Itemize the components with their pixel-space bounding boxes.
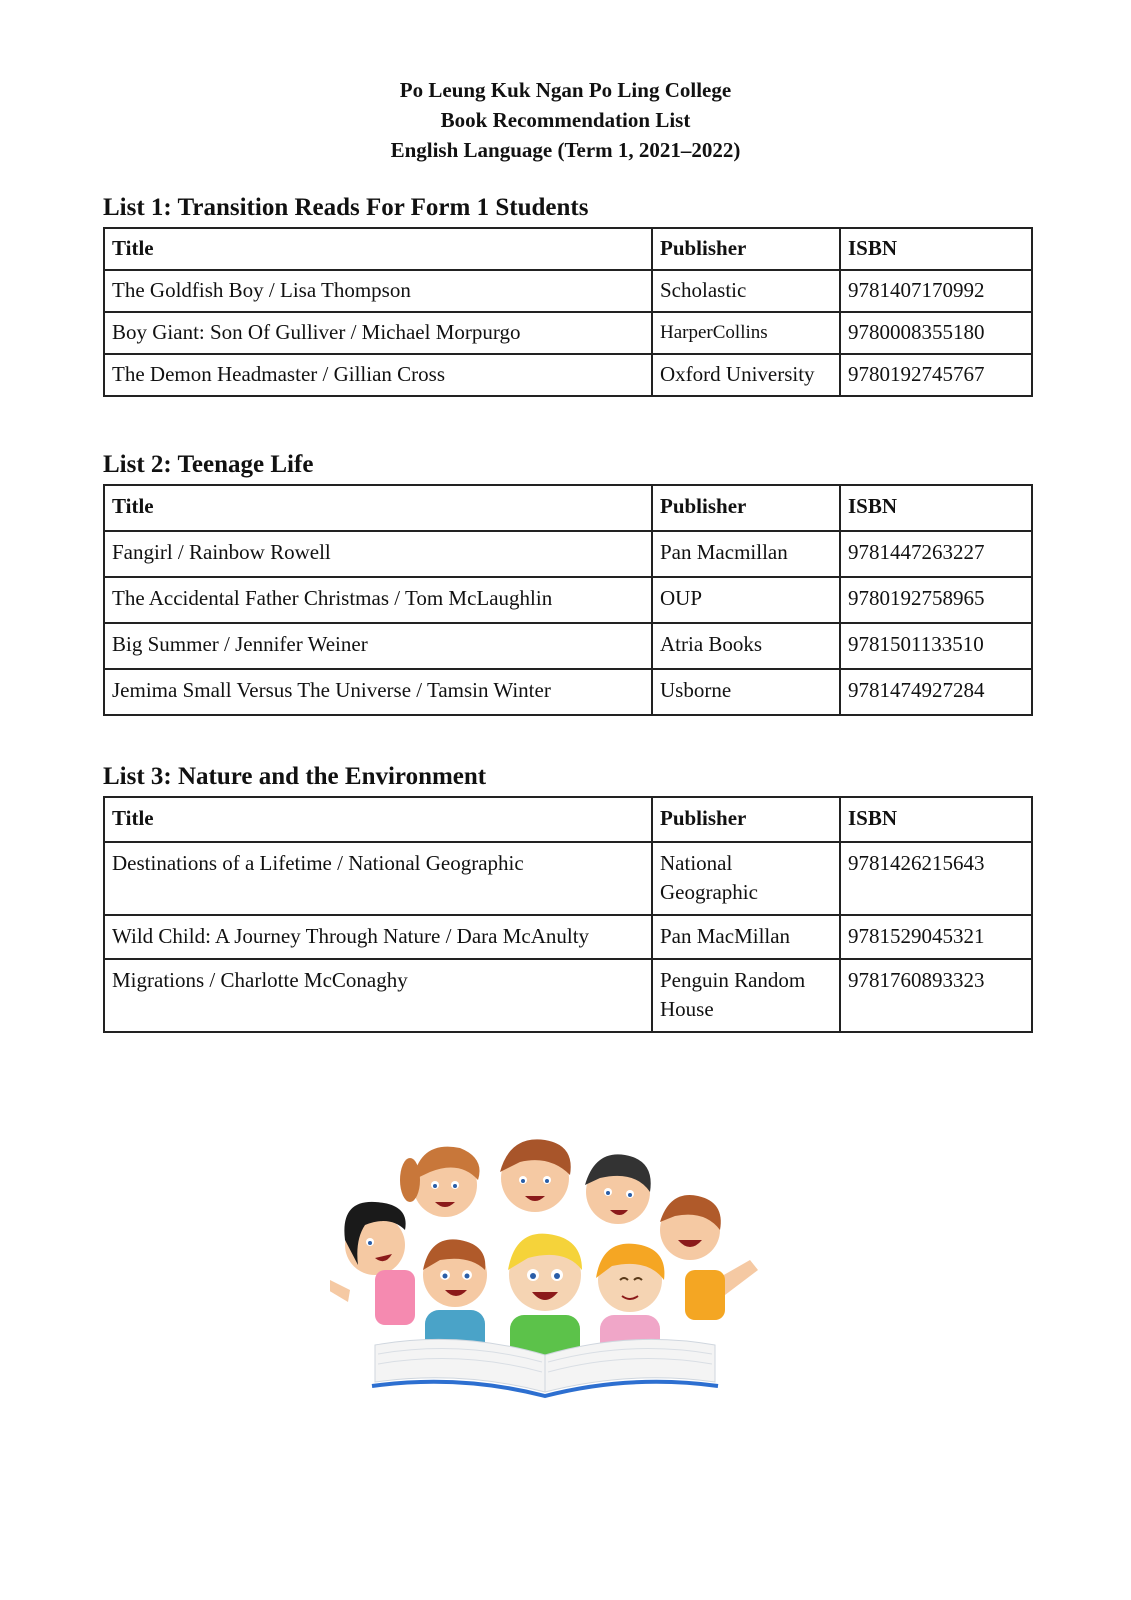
book-isbn: 9781474927284 — [840, 669, 1032, 715]
book-title: Boy Giant: Son Of Gulliver / Michael Morpurgo — [104, 312, 652, 354]
table-row — [104, 312, 1032, 354]
list-title: List 2: Teenage Life — [103, 451, 314, 478]
column-header-isbn: ISBN — [840, 485, 1032, 531]
column-header-publisher: Publisher — [652, 228, 840, 270]
child-figure — [500, 1139, 571, 1212]
book-isbn: 9780008355180 — [840, 312, 1032, 354]
book-publisher: Oxford University — [652, 354, 840, 396]
child-figure — [660, 1195, 758, 1320]
children-reading-book-icon — [330, 1130, 770, 1400]
book-isbn: 9781760893323 — [840, 959, 1032, 1032]
book-isbn: 9781426215643 — [840, 842, 1032, 915]
table-header-row — [104, 797, 1032, 842]
school-name: Po Leung Kuk Ngan Po Ling College — [399, 78, 732, 102]
table-row — [104, 959, 1032, 1032]
document-subtitle: English Language (Term 1, 2021–2022) — [390, 138, 741, 162]
table-row — [104, 915, 1032, 959]
book-isbn: 9780192745767 — [840, 354, 1032, 396]
book-publisher: HarperCollins — [652, 312, 840, 354]
list-title: List 1: Transition Reads For Form 1 Students — [103, 194, 589, 221]
document-title: Book Recommendation List — [440, 108, 691, 132]
book-publisher: Pan MacMillan — [652, 915, 840, 959]
book-publisher: Pan Macmillan — [652, 531, 840, 577]
book-title: Migrations / Charlotte McConaghy — [104, 959, 652, 1032]
children-reading-book-illustration — [330, 1130, 770, 1400]
table-row — [104, 577, 1032, 623]
book-table — [103, 484, 1033, 716]
document-header — [0, 75, 1131, 165]
book-title: The Demon Headmaster / Gillian Cross — [104, 354, 652, 396]
book-publisher: National Geographic — [652, 842, 840, 915]
list-title: List 3: Nature and the Environment — [103, 763, 487, 790]
book-title: Destinations of a Lifetime / National Geographic — [104, 842, 652, 915]
book-list-3 — [103, 762, 1031, 1033]
book-publisher: Scholastic — [652, 270, 840, 312]
book-isbn: 9781529045321 — [840, 915, 1032, 959]
book-title: Fangirl / Rainbow Rowell — [104, 531, 652, 577]
column-header-title: Title — [104, 485, 652, 531]
table-header-row — [104, 228, 1032, 270]
child-figure — [508, 1234, 582, 1365]
table-row — [104, 354, 1032, 396]
book-title: The Goldfish Boy / Lisa Thompson — [104, 270, 652, 312]
column-header-publisher: Publisher — [652, 797, 840, 842]
book-publisher: OUP — [652, 577, 840, 623]
column-header-isbn: ISBN — [840, 228, 1032, 270]
child-figure — [585, 1154, 651, 1224]
book-isbn: 9781501133510 — [840, 623, 1032, 669]
column-header-title: Title — [104, 228, 652, 270]
book-title: Wild Child: A Journey Through Nature / Dara McAnulty — [104, 915, 652, 959]
column-header-title: Title — [104, 797, 652, 842]
table-row — [104, 623, 1032, 669]
book-title: Big Summer / Jennifer Weiner — [104, 623, 652, 669]
book-table — [103, 227, 1033, 397]
table-row — [104, 270, 1032, 312]
book-isbn: 9781407170992 — [840, 270, 1032, 312]
book-list-2 — [103, 450, 1031, 716]
book-title: The Accidental Father Christmas / Tom McLaughlin — [104, 577, 652, 623]
column-header-publisher: Publisher — [652, 485, 840, 531]
book-isbn: 9780192758965 — [840, 577, 1032, 623]
table-row — [104, 669, 1032, 715]
book-title: Jemima Small Versus The Universe / Tamsin Winter — [104, 669, 652, 715]
child-figure — [330, 1202, 415, 1325]
table-row — [104, 531, 1032, 577]
book-list-1 — [103, 193, 1031, 397]
book-publisher: Usborne — [652, 669, 840, 715]
book-isbn: 9781447263227 — [840, 531, 1032, 577]
table-row — [104, 842, 1032, 915]
book-table — [103, 796, 1033, 1033]
child-figure — [400, 1147, 480, 1217]
book-publisher: Penguin Random House — [652, 959, 840, 1032]
book-publisher: Atria Books — [652, 623, 840, 669]
column-header-isbn: ISBN — [840, 797, 1032, 842]
table-header-row — [104, 485, 1032, 531]
